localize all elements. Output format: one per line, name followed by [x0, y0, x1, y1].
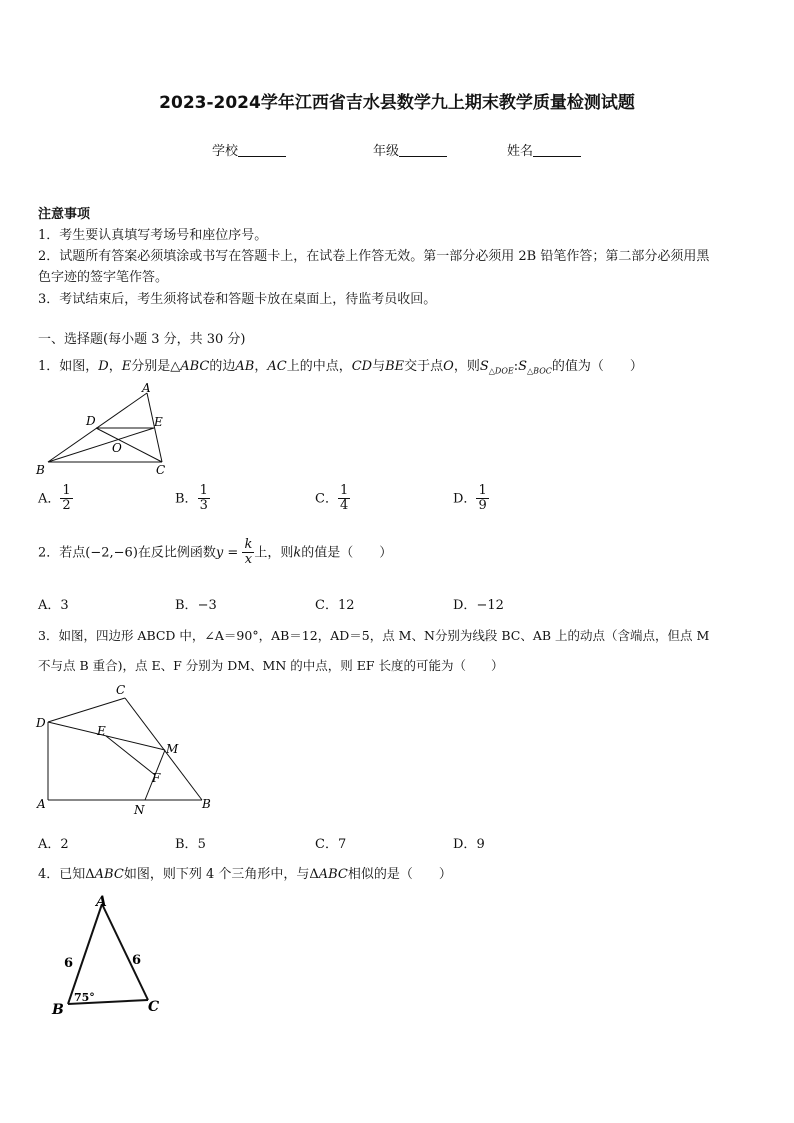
fraction-denominator: 9 — [478, 498, 487, 514]
fraction-denominator: x — [244, 552, 253, 568]
q4-side-ac-length: 6 — [132, 953, 142, 968]
q1-text: 分别是△ — [131, 359, 181, 374]
q3-option-c[interactable] — [315, 833, 346, 852]
option-letter: D． — [453, 491, 477, 507]
q2-var: k — [293, 545, 302, 561]
q4-figure — [40, 888, 180, 1023]
q3-label-f: F — [152, 771, 161, 785]
q4-side-ab-length: 6 — [64, 956, 74, 971]
q3-segment-dc — [48, 698, 125, 722]
school-label: 学校 — [212, 144, 239, 159]
fraction-denominator: 2 — [62, 498, 71, 514]
q1-label-o: O — [112, 441, 122, 455]
q1-label-c: C — [156, 463, 166, 477]
q1-area-symbol: S — [479, 359, 489, 374]
option-letter: D． — [453, 598, 477, 613]
option-letter: A． — [38, 837, 61, 852]
q3-label-c: C — [116, 683, 126, 697]
fraction-numerator: k — [244, 537, 253, 552]
q1-segment-be — [48, 428, 154, 462]
question-2-stem — [38, 538, 392, 568]
page-title: 2023-2024学年江西省吉水县数学九上期末教学质量检测试题 — [159, 93, 635, 113]
option-value: 3 — [60, 598, 69, 613]
fraction-numerator: 1 — [339, 483, 349, 498]
q3-option-a[interactable] — [38, 833, 69, 852]
q1-text: 交于点 — [404, 359, 444, 374]
q1-option-a[interactable] — [38, 484, 73, 514]
option-value: 9 — [476, 837, 485, 852]
q3-label-n: N — [134, 803, 145, 817]
option-letter: B． — [175, 837, 198, 852]
section-title: 一、选择题(每小题 3 分，共 30 分) — [38, 332, 246, 347]
q1-ratio-colon: : — [513, 359, 519, 374]
grade-blank — [399, 143, 447, 157]
q1-label-b: B — [36, 463, 45, 477]
fraction-denominator: 4 — [339, 498, 349, 514]
q2-var: y — [215, 545, 224, 561]
q4-label-a: A — [96, 894, 107, 910]
q1-text: ，则 — [453, 359, 480, 374]
q4-label-b: B — [52, 1002, 64, 1018]
name-label: 姓名 — [507, 144, 534, 159]
q1-segment-dc — [96, 428, 162, 462]
q4-segment-ab — [68, 904, 102, 1004]
grade-label: 年级 — [373, 144, 400, 159]
q1-area-symbol: S — [518, 359, 528, 374]
q1-var: E — [121, 359, 132, 374]
note-item: 3．考试结束后，考生须将试卷和答题卡放在桌面上，待监考员收回。 — [38, 292, 437, 307]
q1-text: ， — [254, 359, 268, 374]
question-4-stem — [38, 863, 452, 882]
q1-var: ABC — [180, 359, 210, 374]
q1-text: ， — [108, 359, 122, 374]
option-letter: D． — [453, 837, 477, 852]
q4-var: ABC — [94, 867, 124, 882]
option-value: 12 — [337, 598, 355, 613]
fraction-numerator: 1 — [62, 483, 71, 498]
q3-label-m: M — [166, 742, 179, 756]
q2-option-a[interactable] — [38, 594, 69, 613]
option-letter: B． — [175, 598, 198, 613]
option-letter: C． — [315, 837, 338, 852]
q1-option-b[interactable] — [175, 484, 210, 514]
q4-text: 如图，则下列 4 个三角形中，与Δ — [123, 867, 319, 882]
q4-var: ABC — [318, 867, 348, 882]
option-value: 7 — [337, 837, 347, 852]
fraction-numerator: 1 — [478, 483, 487, 498]
q2-option-b[interactable] — [175, 594, 217, 613]
note-item: 2．试题所有答案必须填涂或书写在答题卡上，在试卷上作答无效。第一部分必须用 2B 铅笔作答；第二部分必须用黑 — [38, 249, 710, 264]
q1-label-d: D — [86, 414, 96, 428]
grade-field — [373, 140, 447, 159]
q3-label-a: A — [37, 797, 46, 811]
name-blank — [533, 143, 581, 157]
q4-label-c: C — [148, 999, 160, 1015]
q3-label-d: D — [36, 716, 46, 730]
q1-option-d[interactable] — [453, 484, 489, 514]
q4-angle-b: 75° — [74, 991, 95, 1004]
question-1-stem — [38, 355, 643, 376]
q1-area-subscript: △BOC — [527, 366, 552, 376]
note-item: 色字迹的签字笔作答。 — [38, 270, 169, 285]
q1-var: O — [443, 359, 454, 374]
name-field — [507, 140, 581, 159]
q1-var: AC — [267, 359, 287, 374]
option-letter: A． — [38, 491, 61, 507]
q4-text: 相似的是（ ） — [347, 867, 452, 882]
option-value: 5 — [197, 837, 206, 852]
option-letter: B． — [175, 491, 198, 507]
q1-text: 的边 — [209, 359, 236, 374]
q1-text: 1．如图， — [38, 359, 99, 374]
q3-segment-cb — [125, 698, 202, 800]
q4-segment-ac — [102, 904, 148, 1000]
q1-label-e: E — [154, 415, 163, 429]
q2-point: (−2,−6) — [85, 545, 138, 561]
q2-text: 在反比例函数 — [137, 545, 216, 561]
school-field — [212, 140, 286, 159]
q2-text: 2．若点 — [38, 545, 86, 561]
q1-option-c[interactable] — [315, 484, 350, 514]
option-letter: C． — [315, 491, 338, 507]
q1-var: AB — [235, 359, 255, 374]
q4-text: 4．已知Δ — [38, 867, 95, 882]
note-item: 1．考生要认真填写考场号和座位序号。 — [38, 228, 268, 243]
question-3-stem: 3．如图，四边形 ABCD 中，∠A＝90°，AB＝12，AD＝5，点 M、N分别为线段 BC、AB 上的动点（含端点，但点 M — [38, 628, 710, 643]
school-blank — [238, 143, 286, 157]
q1-text: 与 — [372, 359, 386, 374]
option-value: −12 — [476, 598, 504, 613]
q2-option-d[interactable] — [453, 594, 504, 613]
q3-figure — [30, 680, 220, 820]
q3-option-b[interactable] — [175, 833, 206, 852]
q3-option-d[interactable] — [453, 833, 485, 852]
q1-text: 上的中点， — [286, 359, 352, 374]
q1-label-a: A — [142, 381, 151, 395]
q2-option-c[interactable] — [315, 594, 355, 613]
option-value: 2 — [60, 837, 69, 852]
option-value: −3 — [197, 598, 217, 613]
q1-var: CD — [351, 359, 373, 374]
q1-area-subscript: △DOE — [488, 366, 514, 376]
fraction-denominator: 3 — [199, 498, 208, 514]
q2-text: 的值是（ ） — [301, 545, 393, 561]
option-letter: A． — [38, 598, 61, 613]
q3-label-e: E — [97, 724, 106, 738]
notes-heading: 注意事项 — [38, 207, 91, 222]
q3-label-b: B — [202, 797, 211, 811]
q1-var: BE — [385, 359, 405, 374]
q2-text: 上，则 — [254, 545, 294, 561]
q2-equals: = — [223, 545, 243, 561]
fraction-numerator: 1 — [199, 483, 208, 498]
q1-text: 的值为（ ） — [551, 359, 643, 374]
question-3-stem-continued: 不与点 B 重合)，点 E、F 分别为 DM、MN 的中点，则 EF 长度的可能为（ ） — [38, 658, 504, 673]
q1-var: D — [98, 359, 109, 374]
option-letter: C． — [315, 598, 338, 613]
q1-figure — [30, 380, 180, 480]
